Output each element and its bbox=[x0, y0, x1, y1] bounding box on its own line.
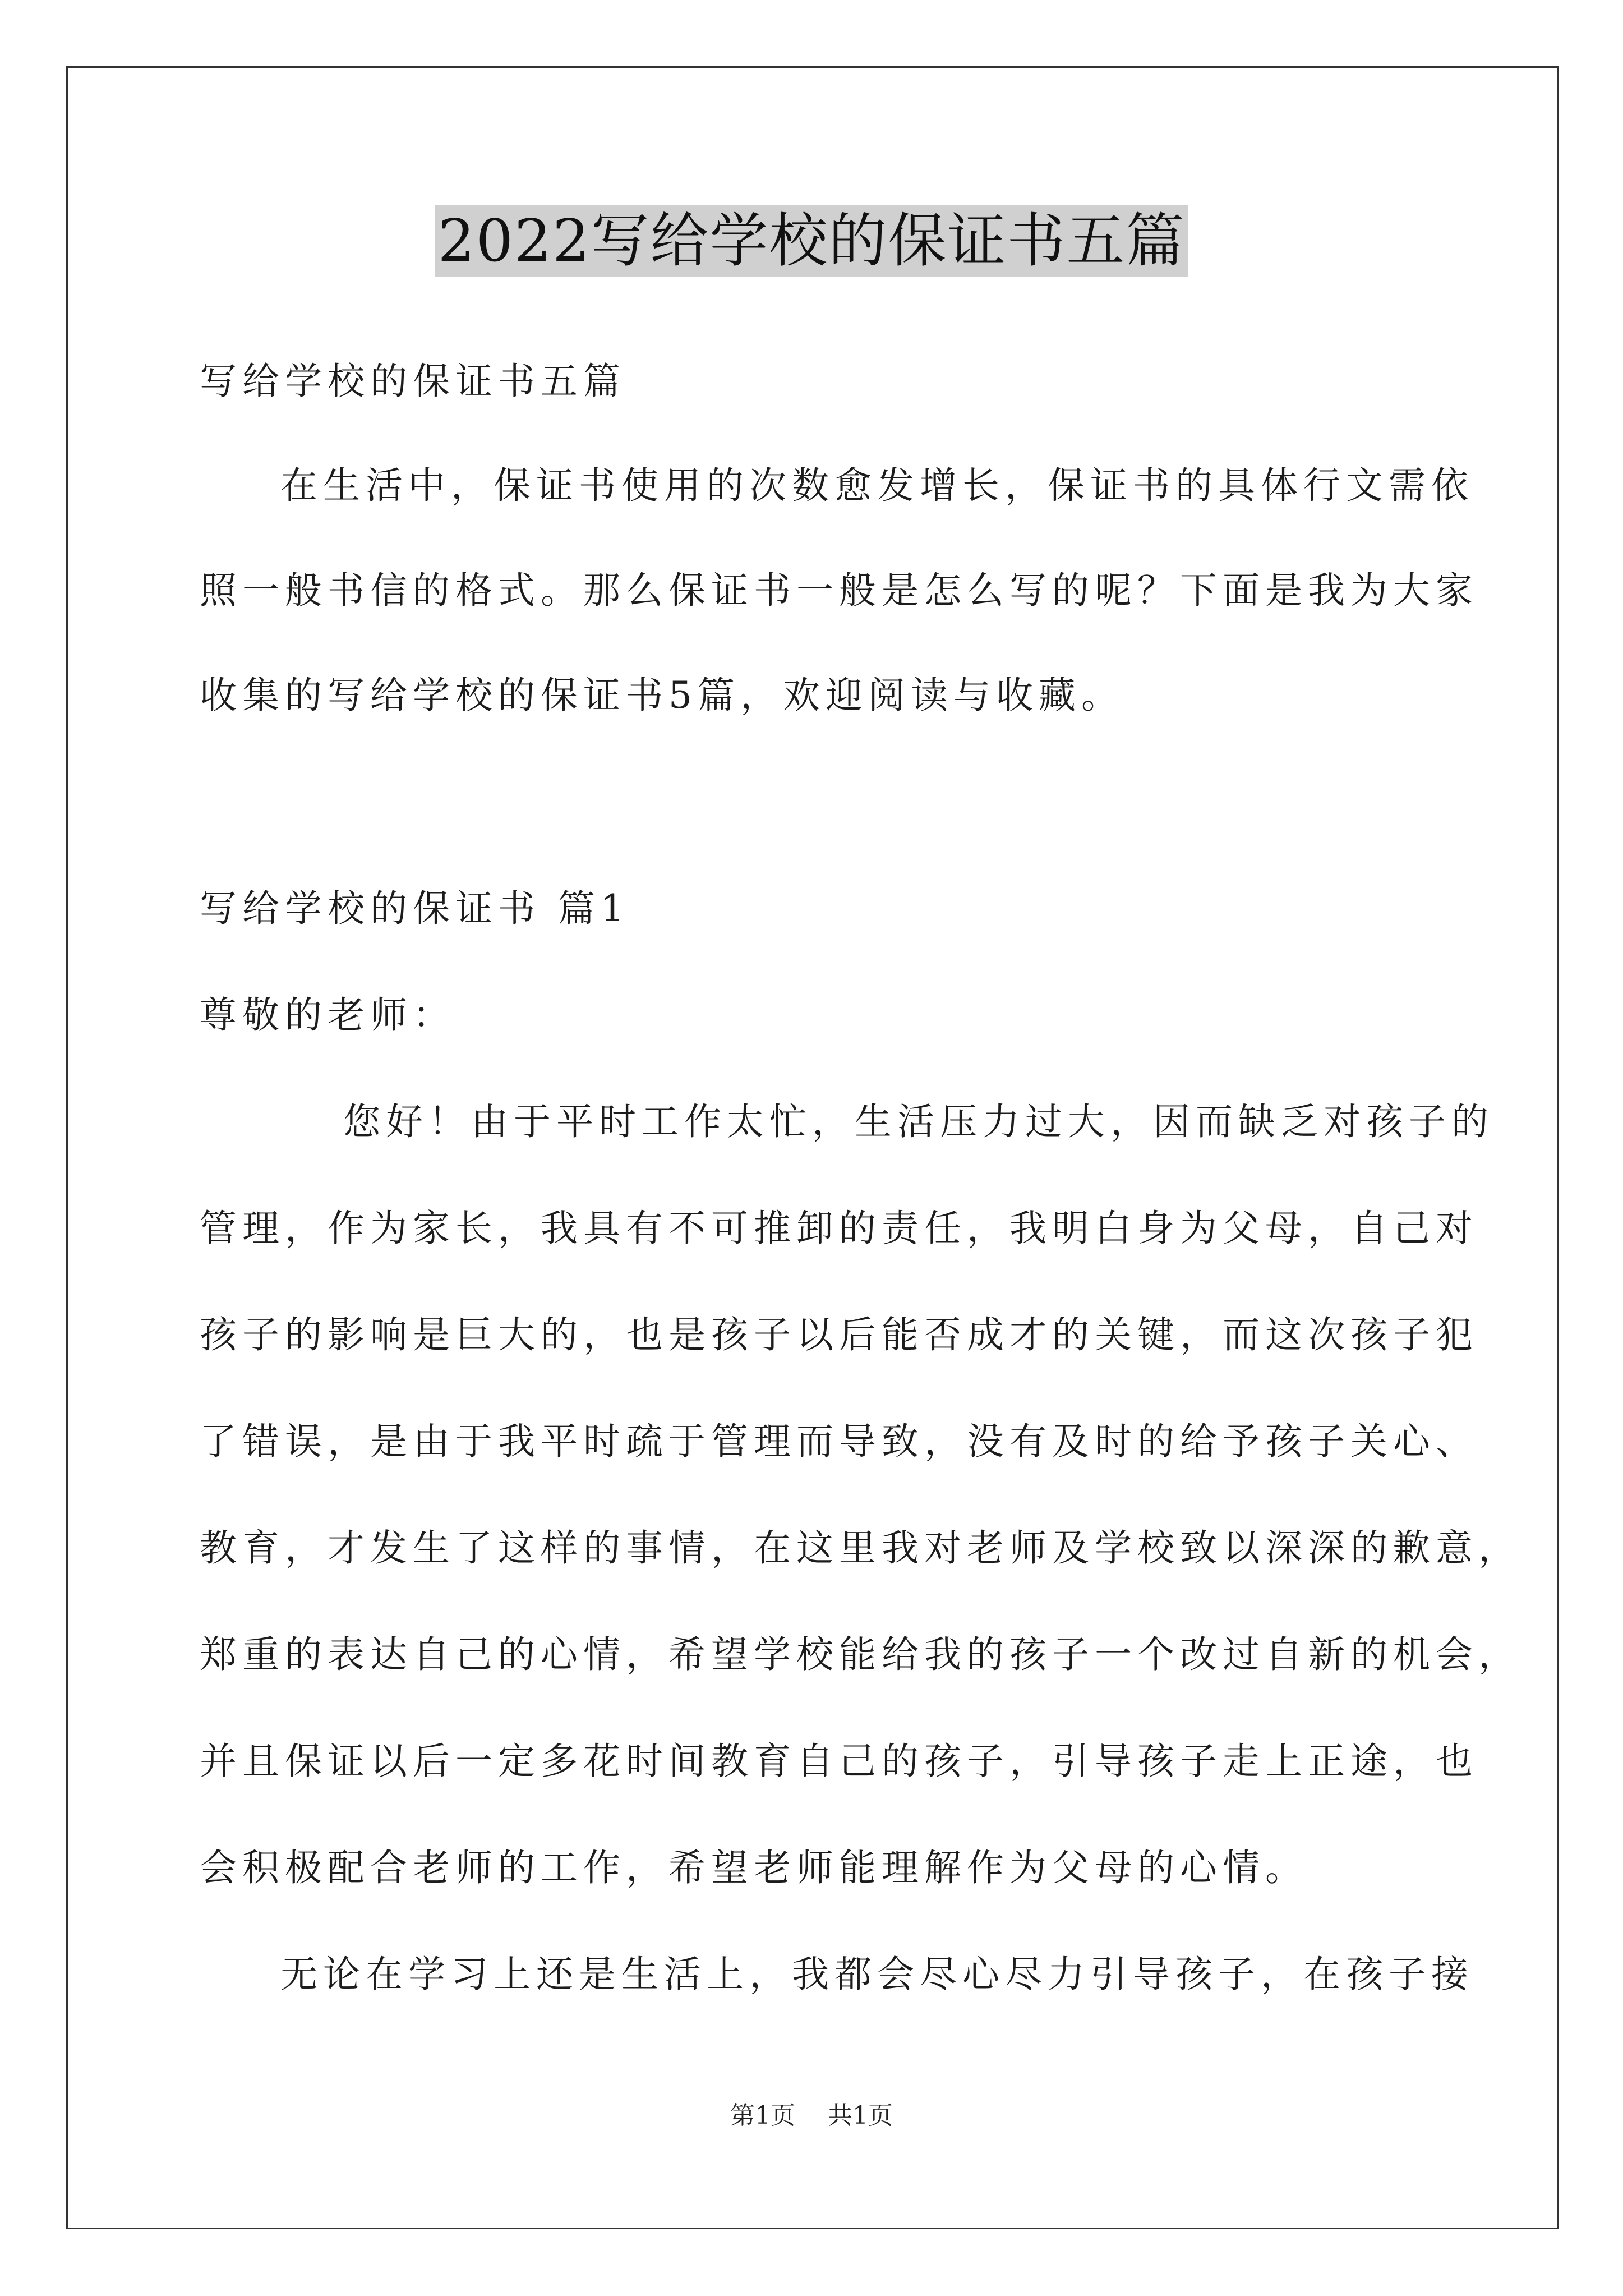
intro-line-1: 在生活中，保证书使用的次数愈发增长，保证书的具体行文需依 bbox=[280, 464, 1474, 507]
intro-line-2: 照一般书信的格式。那么保证书一般是怎么写的呢？下面是我为大家 bbox=[200, 569, 1478, 612]
title-block bbox=[0, 205, 1623, 277]
body-line-7: 并且保证以后一定多花时间教育自己的孩子，引导孩子走上正途，也 bbox=[200, 1740, 1478, 1783]
page-number-total: 共1页 bbox=[828, 2101, 893, 2130]
intro-line-3: 收集的写给学校的保证书5篇，欢迎阅读与收藏。 bbox=[200, 674, 1124, 717]
body-line-2: 管理，作为家长，我具有不可推卸的责任，我明白身为父母，自己对 bbox=[200, 1207, 1478, 1250]
body-line-1: 您好！由于平时工作太忙，生活压力过大，因而缺乏对孩子的 bbox=[343, 1100, 1494, 1143]
subtitle-line: 写给学校的保证书五篇 bbox=[200, 360, 626, 403]
page-number-current: 第1页 bbox=[730, 2101, 795, 2130]
body-line-6: 郑重的表达自己的心情，希望学校能给我的孩子一个改过自新的机会， bbox=[200, 1633, 1521, 1676]
document-title: 2022写给学校的保证书五篇 bbox=[435, 205, 1189, 277]
body-line-4: 了错误，是由于我平时疏于管理而导致，没有及时的给予孩子关心、 bbox=[200, 1420, 1478, 1463]
page-footer bbox=[0, 2101, 1623, 2131]
body-line-9: 无论在学习上还是生活上，我都会尽心尽力引导孩子，在孩子接 bbox=[280, 1953, 1474, 1996]
salutation: 尊敬的老师： bbox=[200, 993, 455, 1037]
body-line-5: 教育，才发生了这样的事情，在这里我对老师及学校致以深深的歉意， bbox=[200, 1526, 1521, 1570]
body-line-8: 会积极配合老师的工作，希望老师能理解作为父母的心情。 bbox=[200, 1846, 1308, 1889]
section-heading: 写给学校的保证书 篇1 bbox=[200, 887, 630, 930]
body-line-3: 孩子的影响是巨大的，也是孩子以后能否成才的关键，而这次孩子犯 bbox=[200, 1313, 1478, 1356]
